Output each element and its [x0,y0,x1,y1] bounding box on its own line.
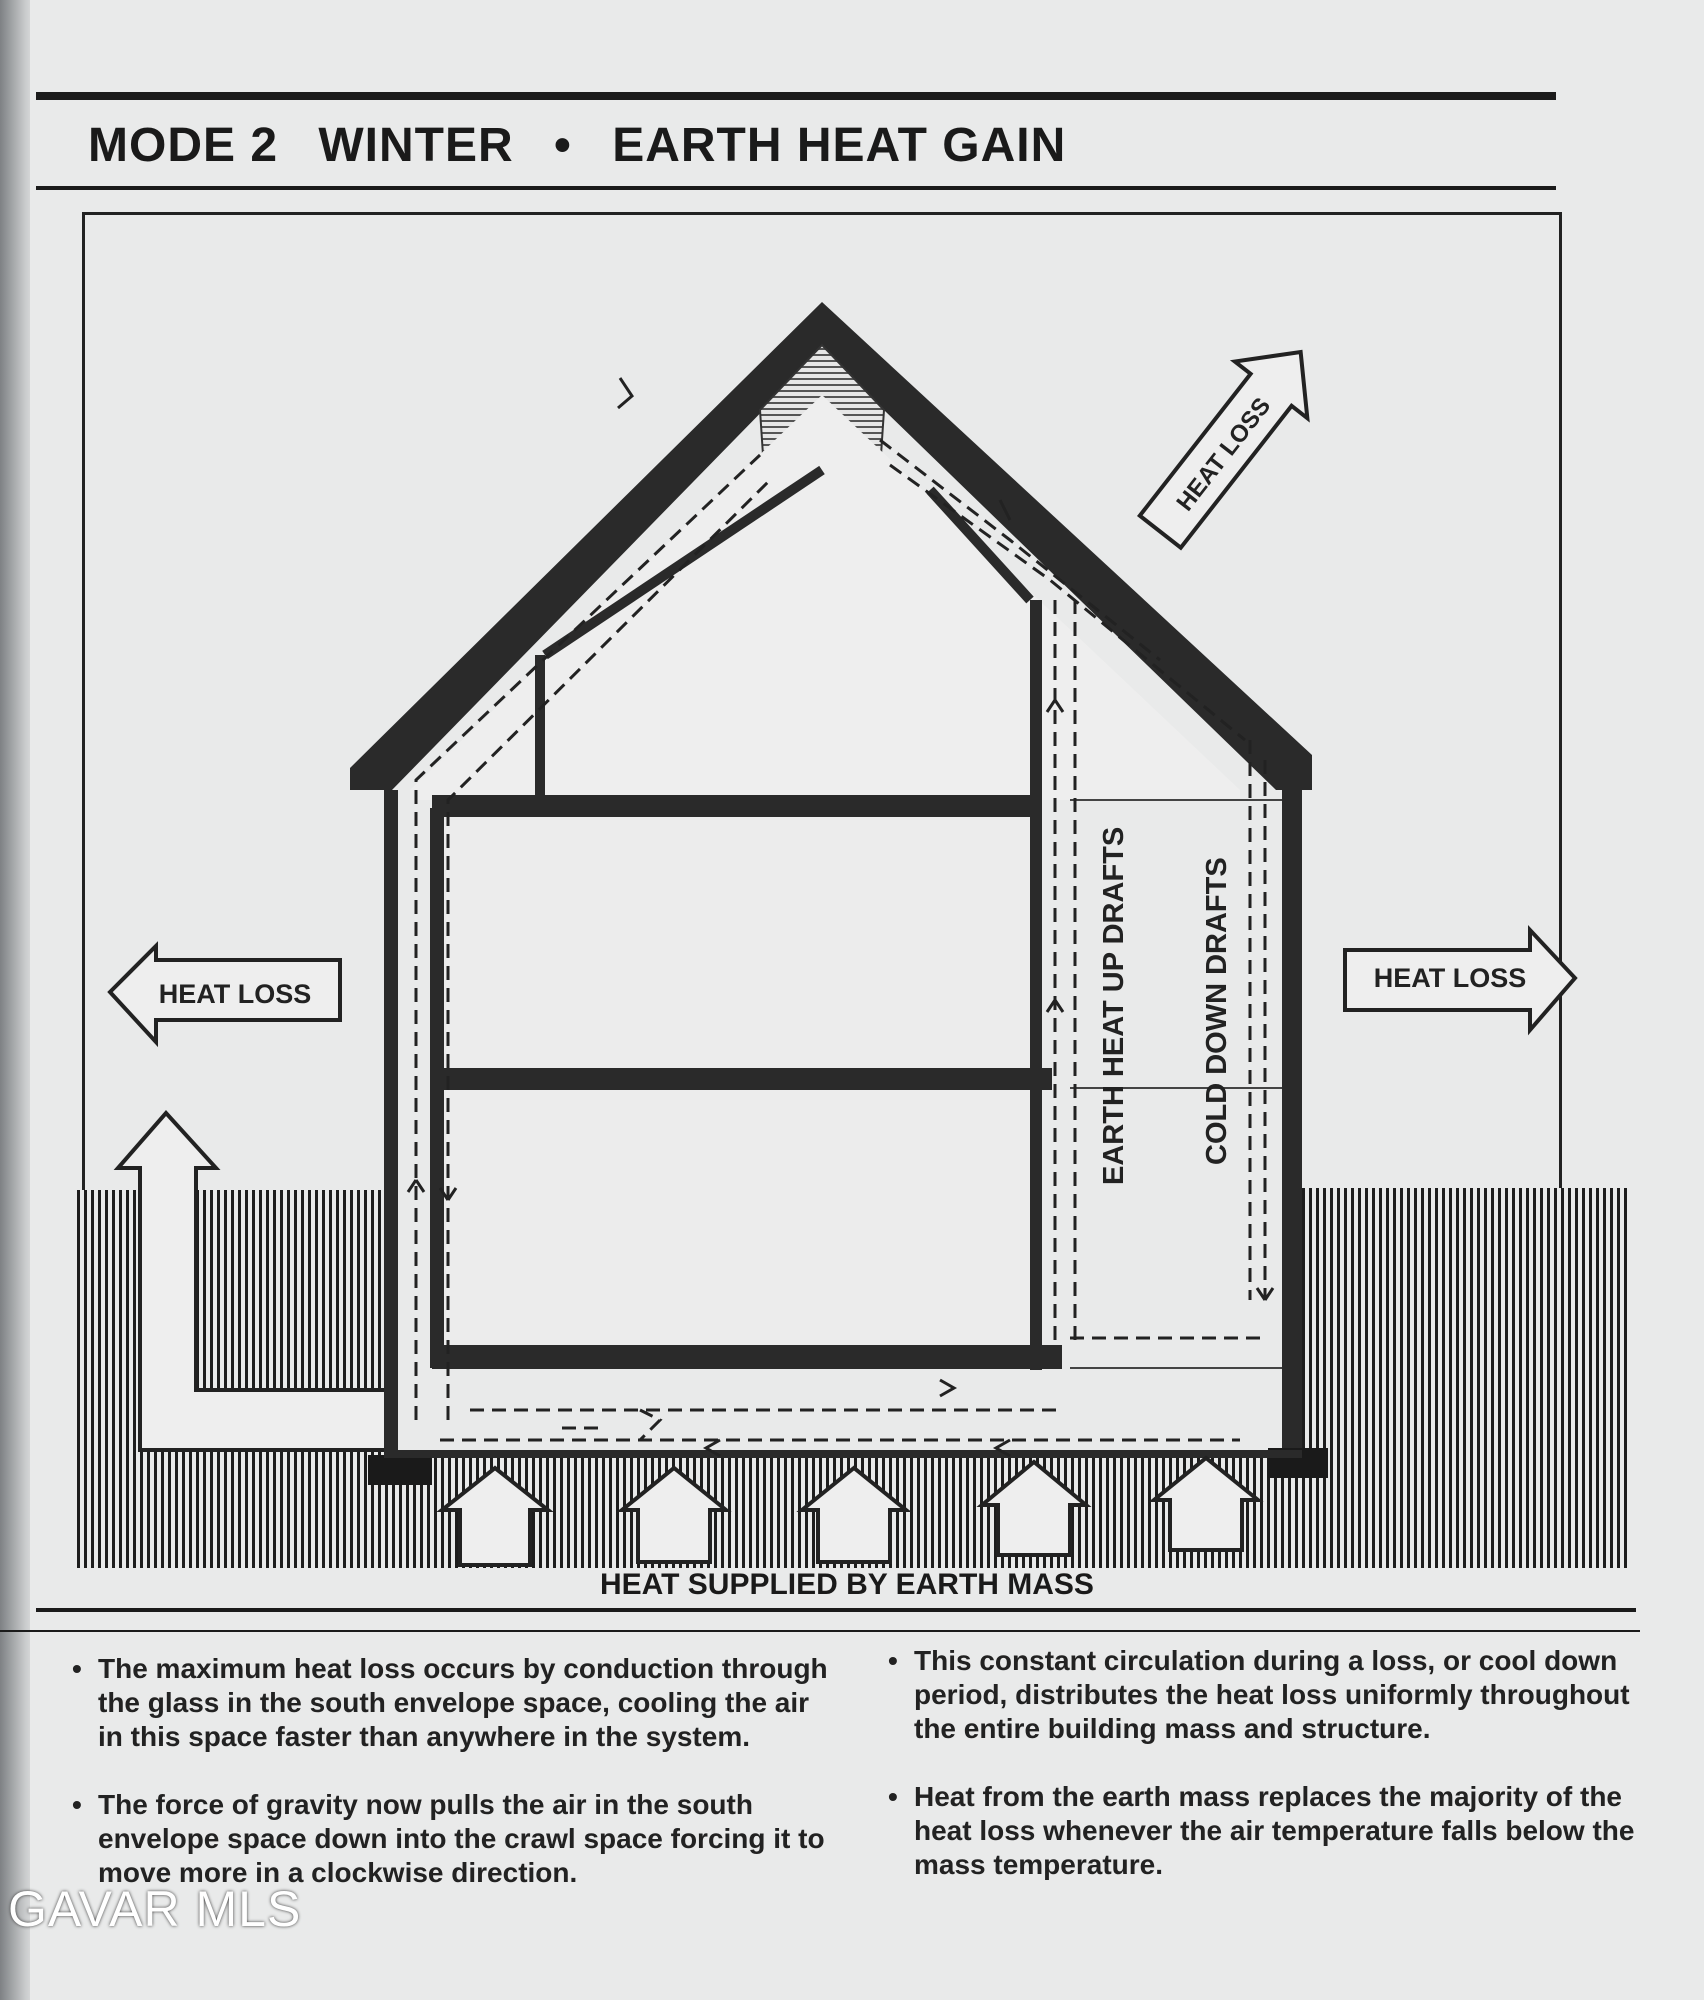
caption-rule [36,1608,1636,1612]
notes-right-column [888,1644,1648,1916]
heat-loss-right-arrow [1345,930,1575,1030]
note-right-2: • Heat from the earth mass replaces the majority of the heat loss whenever the air temperature falls below the mass temperature. [888,1780,1648,1882]
notes-top-rule [0,1630,1640,1632]
heat-loss-roof-arrow [1124,324,1337,560]
note-right-1: • This constant circulation during a loss, or cool down period, distributes the heat loss uniformly throughout the entire building mass and structure. [888,1644,1648,1746]
cold-down-drafts-label: COLD DOWN DRAFTS [1201,857,1233,1165]
heat-loss-right-label: HEAT LOSS [1373,963,1527,993]
heat-loss-left-arrow [110,946,340,1042]
earth-heat-up-drafts-label: EARTH HEAT UP DRAFTS [1098,826,1130,1185]
diagram-caption: HEAT SUPPLIED BY EARTH MASS [600,1568,1094,1601]
note-left-1: • The maximum heat loss occurs by conduction through the glass in the south envelope space, cooling the air in this space faster than anywhere in the system. [72,1652,832,1754]
title-topic: EARTH HEAT GAIN [612,119,1067,172]
title-separator: • [554,119,572,172]
heat-loss-left-label: HEAT LOSS [158,979,312,1009]
title-mode: MODE 2 [88,119,279,172]
mls-watermark: GAVAR MLS [8,1881,302,1937]
note-left-2: • The force of gravity now pulls the air in the south envelope space down into the crawl space forcing it to move more in a clockwise direction. [72,1788,832,1890]
heat-loss-roof-label: HEAT LOSS [1171,392,1277,517]
title-season: WINTER [318,119,514,172]
